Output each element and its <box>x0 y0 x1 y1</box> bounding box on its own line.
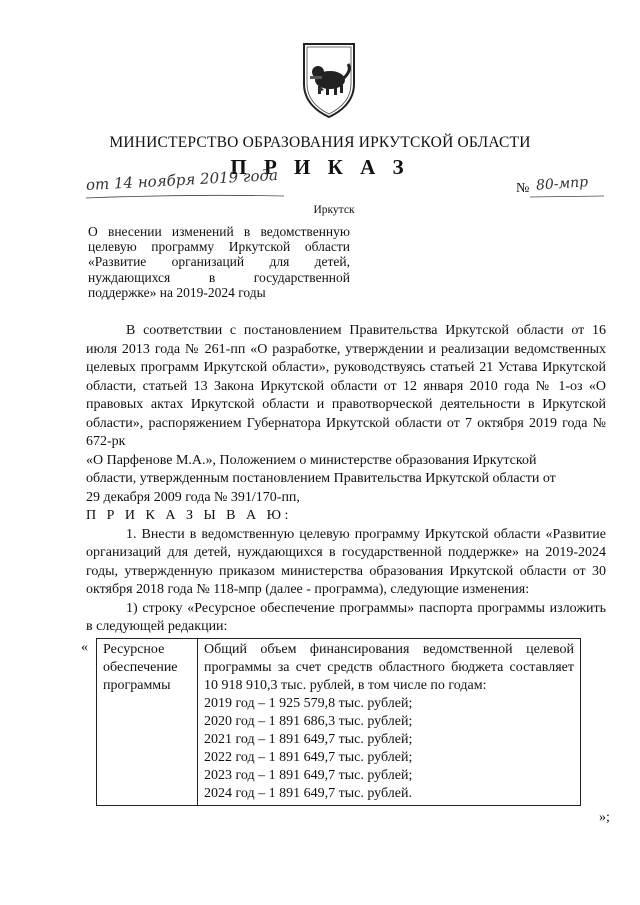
preamble-paragraph: В соответствии с постановлением Правительства Иркутской области от 16 июля 2013 года № 261-пп «О разработке, утверждении и реализации ведомственных целевых программ Иркутской области», руководствуясь статьей 21 Устава Иркутской области, статьей 13 Закона Иркутской области от 12 января 2010 года № 1-оз «О правовых актах Иркутской области и правотворческой деятельности в Иркутской области», распоряжением Губернатора Иркутской области от 7 октября 2019 года № 672-рк <box>86 323 606 449</box>
table-close-quote: »; <box>599 810 610 825</box>
funding-year-line: 2022 год – 1 891 649,7 тыс. рублей; <box>204 750 413 765</box>
resource-provision-table <box>96 638 581 806</box>
table-open-quote: « <box>81 640 88 655</box>
preamble-continuation-line: «О Парфенове М.А.», Положением о министерстве образования Иркутской <box>86 452 537 468</box>
number-label: № <box>516 181 530 196</box>
funding-intro: Общий объем финансирования ведомственной целевой программы за счет средств областного бюджета составляет 10 918 910,3 тыс. рублей, в том числе по годам: <box>204 642 574 693</box>
order-directive-word: П Р И К А З Ы В А Ю: <box>86 508 292 523</box>
handwritten-date: от 14 ноября 2019 года <box>85 165 279 194</box>
table-label-cell: Ресурсное обеспечение программы <box>97 639 198 806</box>
city-name: Иркутск <box>313 204 355 216</box>
ministry-name: МИНИСТЕРСТВО ОБРАЗОВАНИЯ ИРКУТСКОЙ ОБЛАСТИ <box>109 134 531 151</box>
funding-year-line: 2024 год – 1 891 649,7 тыс. рублей. <box>204 786 412 801</box>
table-value-cell <box>198 639 581 806</box>
document-type-title: П Р И К А З <box>230 155 410 179</box>
funding-year-line: 2020 год – 1 891 686,3 тыс. рублей; <box>204 714 413 729</box>
preamble-continuation-line: 29 декабря 2009 года № 391/170-пп, <box>86 489 300 505</box>
funding-year-line: 2023 год – 1 891 649,7 тыс. рублей; <box>204 768 413 783</box>
order-item-1: 1. Внести в ведомственную целевую программу Иркутской области «Развитие организаций для детей, нуждающихся в государственной поддержке» на 2019-2024 годы, утвержденную приказом министерства образования Иркутской области от 30 октября 2018 года № 118-мпр (далее - программа), следующие изменения: <box>86 526 606 597</box>
order-item-1-subitem-1: 1) строку «Ресурсное обеспечение программы» паспорта программы изложить в следующей редакции: <box>86 600 606 634</box>
document-body <box>86 322 606 637</box>
order-subject: О внесении изменений в ведомственную целевую программу Иркутской области «Развитие организаций для детей, нуждающихся в государственной поддержке» на 2019-2024 годы <box>88 224 350 300</box>
coat-of-arms-emblem <box>296 40 362 120</box>
date-underline <box>86 194 286 200</box>
number-underline <box>530 194 606 200</box>
table-row <box>97 639 581 806</box>
funding-year-line: 2021 год – 1 891 649,7 тыс. рублей; <box>204 732 413 747</box>
preamble-continuation-line: области, утвержденным постановлением Правительства Иркутской области от <box>86 471 556 486</box>
handwritten-number: 80-мпр <box>535 174 589 194</box>
funding-year-line: 2019 год – 1 925 579,8 тыс. рублей; <box>204 696 413 711</box>
